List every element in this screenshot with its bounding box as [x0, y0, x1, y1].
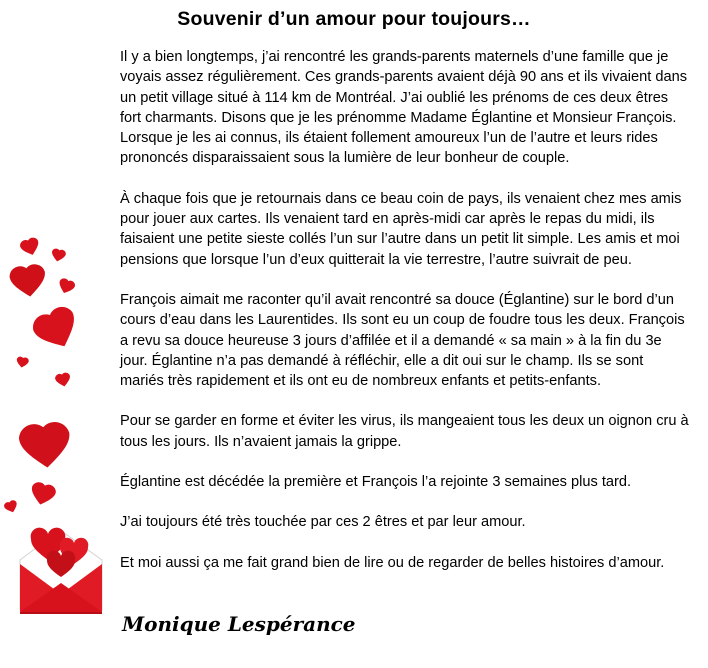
- heart-icon: [15, 415, 74, 472]
- paragraph: Et moi aussi ça me fait grand bien de lire ou de regarder de belles histoires d’amour.: [120, 554, 665, 571]
- document-body: [120, 47, 690, 573]
- love-letter-envelope-icon: [8, 520, 112, 620]
- heart-icon: [27, 478, 58, 509]
- author-signature: Monique Lespérance: [122, 612, 356, 636]
- heart-icon: [15, 355, 30, 369]
- page-title: Souvenir d’un amour pour toujours…: [177, 8, 531, 30]
- paragraph: Il y a bien longtemps, j’ai rencontré les grands-parents maternels d’une famille que je voyais assez régulièrement. Ces grands-parents avaient déjà 90 ans et ils vivaient dans un petit village situé à 114 km de Montréal. J’ai oublié les prénoms de ces deux êtres fort charmants. Disons que je les prénomme Madame Églantine et Monsieur François. Lorsque je les ai connus, ils étaient follement amoureux l’un de l’autre et leurs rides prononcés disparaissaient sous la lumière de leur bonheur de couple.: [120, 49, 688, 167]
- paragraph: François aimait me raconter qu’il avait rencontré sa douce (Églantine) sur le bord d’un cours d’eau dans les Laurentides. Ils sont eu un coup de foudre tous les deux. François a revu sa douce heureuse 3 jours d’affilée et il a demandé « sa main » à la fin du 3e jour. Églantine n’a pas demandé à réfléchir, elle a dit oui sur le champ. Ils se sont mariés très rapidement et ils ont eu de nombreux enfants et petits-enfants.: [120, 291, 685, 390]
- heart-icon: [50, 247, 68, 264]
- heart-icon: [54, 371, 73, 389]
- heart-icon: [26, 298, 86, 357]
- heart-icon: [18, 234, 43, 258]
- paragraph: Pour se garder en forme et éviter les virus, ils mangeaient tous les deux un oignon cru à tous les jours. Ils n’avaient jamais la grippe.: [120, 413, 689, 450]
- paragraph: Églantine est décédée la première et François l’a rejointe 3 semaines plus tard.: [120, 474, 632, 491]
- heart-icon: [2, 498, 20, 515]
- heart-icon: [7, 260, 50, 301]
- paragraph: J’ai toujours été très touchée par ces 2 êtres et par leur amour.: [120, 514, 526, 531]
- floating-hearts-decoration: [0, 0, 120, 668]
- paragraph: À chaque fois que je retournais dans ce beau coin de pays, ils venaient chez mes amis pour jouer aux cartes. Ils venaient tard en après-midi car après le repas du midi, ils faisaient une petite sieste collés l’un sur l’autre dans un petit lit simple. Les amis et moi pensions que lorsque l’un d’eux quitterait la vie terrestre, l’autre suivrait de peu.: [120, 190, 682, 268]
- heart-icon: [56, 276, 77, 297]
